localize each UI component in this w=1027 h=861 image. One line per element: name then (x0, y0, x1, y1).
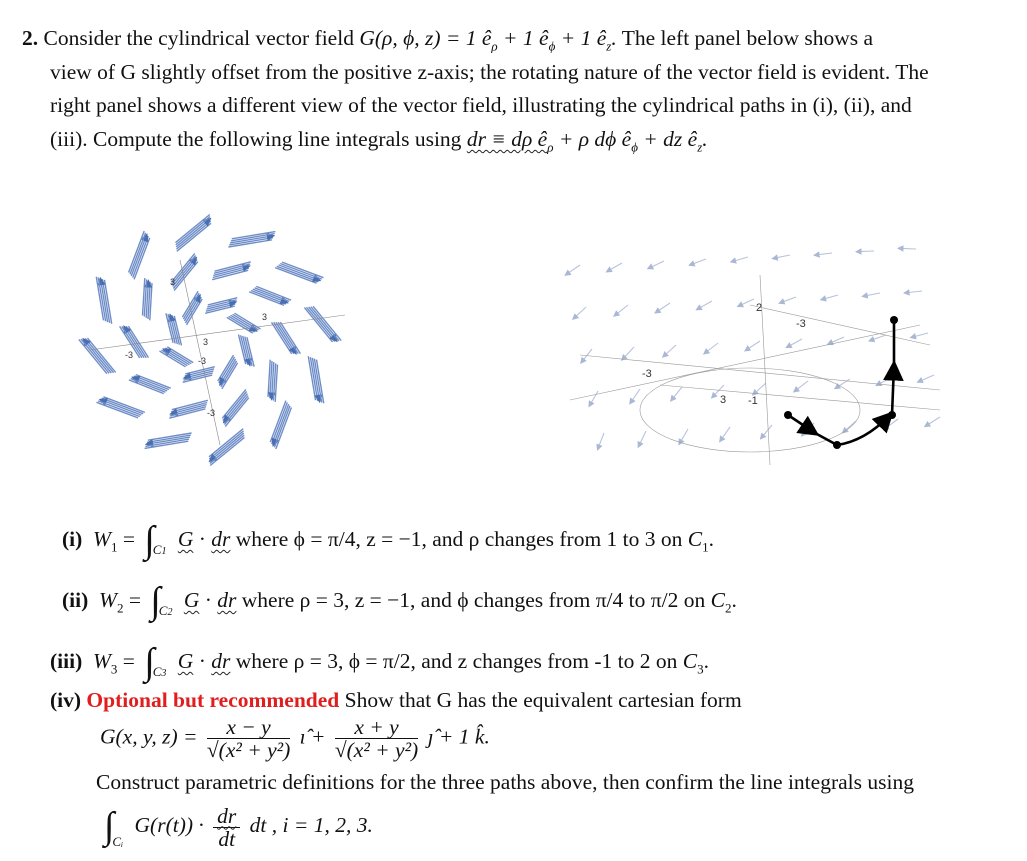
field-arrow (679, 429, 688, 445)
part-iii: (iii) $W_3 = \int_{C3}$ G · dr where ρ = 3, ϕ = π/2, and z changes from -1 to 2 on $C_3$. (50, 641, 709, 683)
field-arrow (223, 392, 247, 421)
field-arrow (83, 339, 111, 373)
field-arrow (224, 396, 248, 425)
field-arrow (218, 355, 234, 381)
field-arrow (225, 398, 249, 427)
path-point (890, 316, 898, 324)
path-point (833, 441, 841, 449)
left-tick: 3 (170, 277, 176, 287)
field-arrow (794, 381, 808, 392)
field-arrow (160, 351, 186, 367)
field-arrow (235, 313, 261, 329)
path-point (784, 411, 792, 419)
field-arrow (276, 322, 296, 354)
left-tick: -3 (125, 350, 134, 360)
field-arrow (648, 261, 664, 269)
field-arrow (172, 256, 196, 285)
field-arrow (696, 301, 712, 310)
right-tick: 2 (756, 302, 763, 314)
left-tick: -3 (198, 356, 207, 366)
field-arrow (814, 253, 832, 255)
right-tick: -3 (642, 368, 652, 380)
field-arrow (862, 293, 880, 296)
field-arrow (219, 357, 235, 383)
path-c3 (892, 365, 894, 415)
left-tick: 3 (203, 337, 209, 347)
field-arrow (224, 394, 248, 423)
part-ii: (ii) $W_2 = \int_{C2}$ G · dr where ρ = 3, z = −1, and ϕ changes from π/4 to π/2 on $C_2$. (62, 580, 737, 622)
cartesian-form: G(x, y, z) = $\frac{x - y}{\text{√(x² + y²)}}$ ı̂ + $\frac{x + y}{\text{√(x² + y²)}}$ ȷ̂ + 1 k̂. (100, 715, 490, 762)
left-tick: 3 (262, 312, 268, 322)
field-arrow (745, 341, 760, 351)
field-arrow (81, 339, 109, 373)
problem-text-1a: Consider the cylindrical vector field (43, 26, 354, 50)
field-arrow (689, 259, 706, 265)
field-arrow (183, 293, 199, 319)
field-arrow (904, 291, 922, 293)
field-arrow (622, 347, 634, 360)
field-arrow (911, 333, 928, 338)
final-integral: $\int_{Cᵢ}$ G(r(t)) · $\frac{dr}{dt}$ dt , i = 1, 2, 3. (104, 803, 373, 851)
field-arrow (176, 217, 210, 245)
field-arrow (772, 255, 790, 259)
field-arrow (85, 338, 113, 372)
field-arrow (720, 427, 730, 442)
field-arrow (222, 363, 238, 389)
problem-line-1 (22, 26, 873, 54)
field-arrow (229, 316, 255, 332)
right-axis-x (580, 355, 940, 390)
field-arrow (779, 297, 796, 303)
field-arrow (307, 307, 335, 341)
field-arrow (655, 303, 670, 313)
path-c2 (837, 415, 890, 445)
construct-text: Construct parametric definitions for the three paths above, then confirm the line integrals using (96, 770, 914, 794)
field-arrow (638, 431, 646, 447)
field-arrow (869, 335, 886, 341)
problem-text-1b: The left panel below shows a (621, 26, 874, 50)
field-arrow (187, 299, 203, 325)
field-arrow (630, 389, 640, 404)
field-arrow (309, 307, 337, 341)
field-arrow (614, 305, 628, 316)
optional-label: Optional but recommended (86, 688, 340, 712)
right-vector-plot (560, 245, 950, 485)
path-c1-first (788, 415, 815, 433)
field-arrow (279, 265, 320, 281)
field-arrow (786, 339, 802, 348)
field-arrow (210, 433, 244, 461)
field-arrow (565, 265, 580, 275)
field-arrow (273, 404, 289, 446)
left-tick: -3 (207, 408, 216, 418)
field-arrow (918, 375, 935, 382)
field-arrow (821, 295, 838, 300)
field-arrow (182, 291, 198, 317)
field-arrow (131, 234, 147, 276)
field-arrow (210, 435, 244, 463)
part-i: (i) $W_1 = \int_{C1}$ G · dr where ϕ = π/4, z = −1, and ρ changes from 1 to 3 on $C_1$. (62, 519, 714, 561)
field-arrow (185, 297, 201, 323)
field-arrow (100, 400, 141, 416)
field-arrow (843, 421, 857, 433)
path-point (888, 411, 896, 419)
field-arrow (761, 425, 773, 439)
right-axis-y (570, 325, 920, 400)
field-arrow (173, 258, 197, 287)
field-arrow (573, 307, 586, 319)
field-arrow (220, 359, 236, 385)
left-vector-plot (70, 200, 360, 470)
field-arrow (671, 387, 682, 401)
field-arrow (209, 431, 243, 459)
field-arrow (731, 257, 748, 262)
field-arrow (856, 251, 874, 252)
field-arrow (898, 248, 916, 249)
field-arrow (165, 348, 191, 364)
field-arrow (221, 361, 237, 387)
problem-line-4: (iii). Compute the following line integrals using dr ≡ dρ $ê_\rho + \rho$ dϕ $ê_\phi$ + dz $ê_z$. (50, 127, 708, 155)
problem-number: 2. (22, 26, 39, 50)
right-tick: 3 (720, 394, 727, 406)
part-iv-header: (iv) Optional but recommended Show that G has the equivalent cartesian form (50, 688, 742, 712)
field-arrow (925, 417, 940, 427)
field-arrow (162, 350, 188, 366)
field-arrow (177, 221, 211, 249)
field-arrow (589, 391, 598, 407)
right-tick: -1 (748, 395, 758, 407)
field-definition: G(ρ, ϕ, z) = 1 $ê_\rho + 1$ $ê_\phi + 1$ $ê_z$. (359, 26, 617, 54)
field-arrow (311, 307, 339, 341)
field-arrow (222, 389, 246, 418)
right-tick: -3 (796, 318, 806, 330)
problem-line-2: view of G slightly offset from the positive z-axis; the rotating nature of the vector field is evident. The (50, 60, 929, 84)
field-arrow (704, 343, 718, 354)
problem-line-3: right panel shows a different view of the vector field, illustrating the cylindrical paths in (i), (ii), and (50, 93, 912, 117)
field-arrow (598, 433, 605, 450)
field-arrow (167, 347, 193, 363)
field-arrow (663, 345, 676, 357)
field-arrow (606, 263, 622, 272)
field-arrow (163, 349, 189, 365)
field-arrow (176, 219, 210, 247)
